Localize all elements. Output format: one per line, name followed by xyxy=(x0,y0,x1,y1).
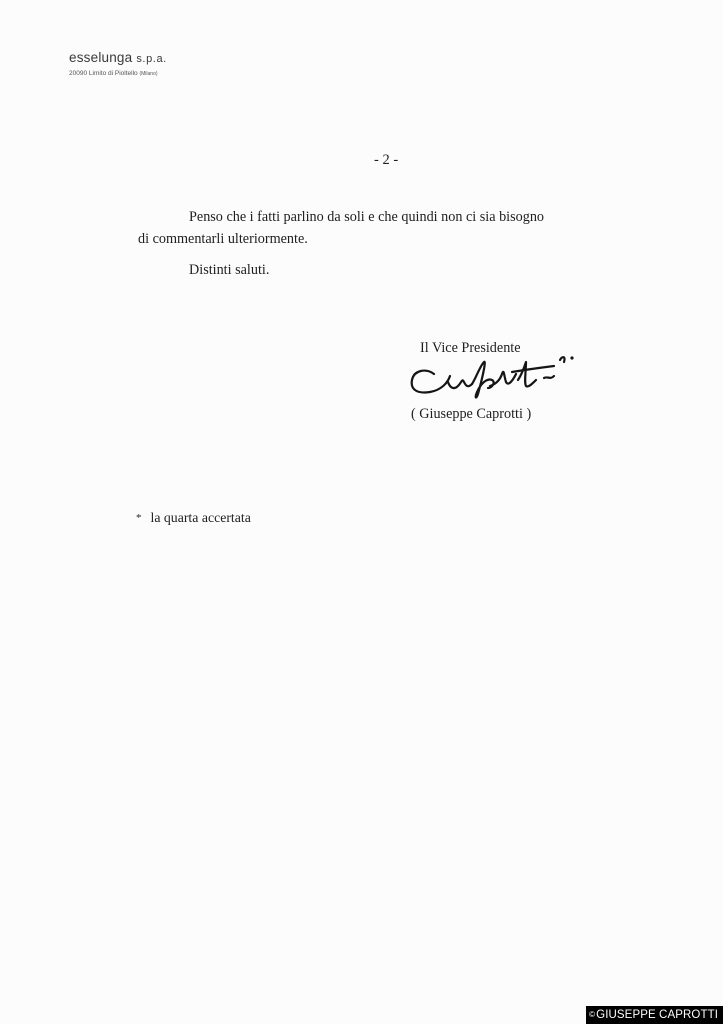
page-number: - 2 - xyxy=(374,152,399,168)
copyright-icon: © xyxy=(589,1010,596,1019)
company-address-text: 20090 Limito di Pioltello xyxy=(69,70,138,77)
company-address xyxy=(69,69,167,79)
footnote xyxy=(136,510,251,526)
company-name xyxy=(69,50,167,67)
copyright-text: GIUSEPPE CAPROTTI xyxy=(596,1009,718,1021)
closing-salutation: Distinti saluti. xyxy=(189,262,270,278)
footnote-text: la quarta accertata xyxy=(150,510,251,525)
footnote-marker: * xyxy=(136,512,142,524)
company-name-text: esselunga xyxy=(69,50,133,65)
company-suffix: s.p.a. xyxy=(136,53,167,65)
company-province: (Milano) xyxy=(139,71,158,77)
handwritten-signature xyxy=(404,352,594,402)
letterhead xyxy=(69,50,167,79)
signatory-name: ( Giuseppe Caprotti ) xyxy=(411,406,532,422)
body-line-1: Penso che i fatti parlino da soli e che quindi non ci sia bisogno xyxy=(189,209,545,225)
signatory-title: Il Vice Presidente xyxy=(420,340,521,356)
copyright-watermark xyxy=(586,1006,723,1024)
body-line-2: di commentarli ulteriormente. xyxy=(138,231,308,247)
letter-body xyxy=(138,206,598,250)
